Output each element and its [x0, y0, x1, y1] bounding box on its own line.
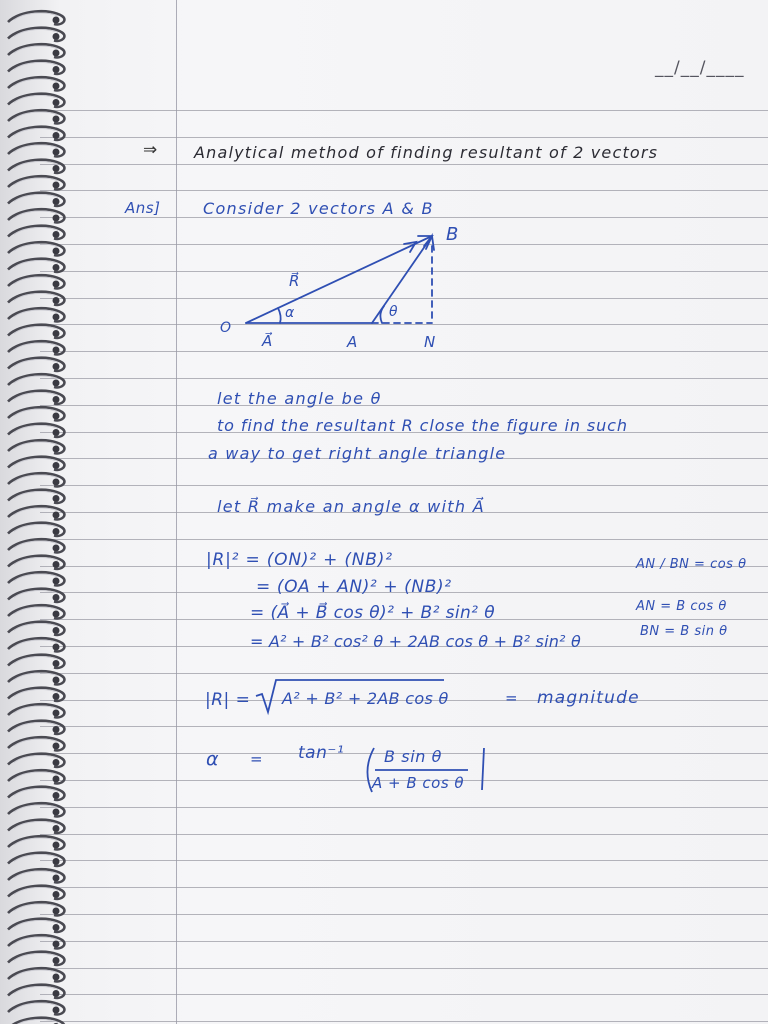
equation-line-4: = A² + B² cos² θ + 2AB cos θ + B² sin² θ — [250, 632, 581, 651]
direction-eq: = — [250, 750, 264, 768]
text-line-3: a way to get right angle triangle — [208, 444, 507, 463]
magnitude-lhs: |R| = — [205, 690, 251, 710]
point-o-label: O — [220, 320, 232, 336]
side-note-2: AN = B cos θ — [636, 599, 727, 614]
angle-theta-label: θ — [389, 304, 399, 320]
vector-a-label: A⃗ — [262, 332, 273, 350]
side-note-1: AN / BN = cos θ — [636, 557, 747, 572]
direction-lhs: α — [206, 748, 220, 770]
direction-denominator: A + B cos θ — [372, 774, 465, 792]
heading-arrow: ⇒ — [143, 140, 158, 160]
equation-line-1: |R|² = (ON)² + (NB)² — [206, 550, 393, 570]
equation-line-3: = (A⃗ + B⃗ cos θ)² + B² sin² θ — [250, 603, 495, 623]
direction-func: tan⁻¹ — [298, 743, 345, 763]
point-a-label: A — [347, 333, 358, 351]
angle-alpha-label: α — [285, 305, 295, 321]
answer-label: Ans] — [125, 199, 161, 217]
magnitude-radicand: A² + B² + 2AB cos θ — [282, 689, 449, 708]
answer-intro: Consider 2 vectors A & B — [203, 199, 434, 218]
heading-text: Analytical method of finding resultant of 2 vectors — [194, 143, 659, 162]
vector-r-label: R⃗ — [289, 272, 300, 290]
equation-line-2: = (OA + AN)² + (NB)² — [256, 577, 452, 597]
text-line-2: to find the resultant R close the figure in such — [217, 416, 628, 435]
point-n-label: N — [424, 333, 436, 351]
point-b-label: B — [446, 224, 459, 245]
direction-numerator: B sin θ — [384, 747, 443, 766]
magnitude-eq: = — [505, 689, 519, 707]
date-field: __/__/____ — [655, 58, 745, 78]
text-line-4: let R⃗ make an angle α with A⃗ — [217, 497, 485, 516]
magnitude-label: magnitude — [537, 688, 640, 708]
text-line-1: let the angle be θ — [217, 389, 382, 408]
side-note-3: BN = B sin θ — [640, 624, 728, 639]
